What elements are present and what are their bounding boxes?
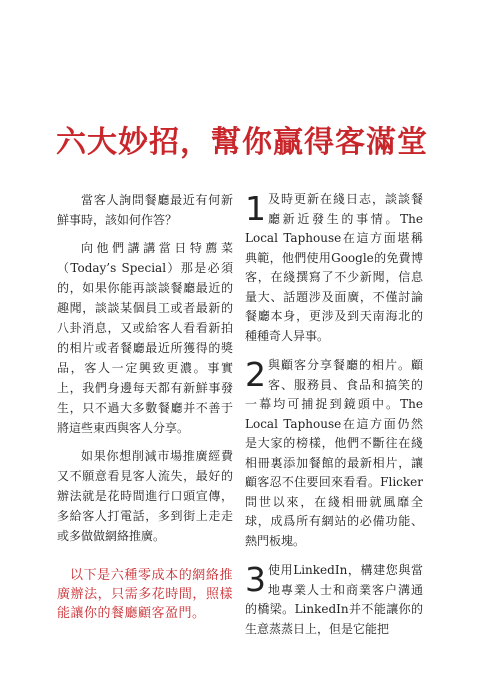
tip-item-2 bbox=[245, 356, 423, 551]
tip-text: 與顧客分享餐廳的相片。顧客、服務員、食品和搞笑的一幕均可捕捉到鏡頭中。The Local Taphouse在這方面仍然是大家的榜樣，他們不斷往在綫相冊裏添加餐館的最新相片，讓顧客忍不住要回來看看。Flicker問世以來，在綫相冊就風靡全球，成爲所有網站的必備功能、熱門板塊。 bbox=[245, 358, 423, 548]
intro-paragraph: 當客人詢問餐廳最近有何新鮮事時，該如何作答？ bbox=[57, 193, 233, 227]
tip-text: 使用LinkedIn，構建您與當地專業人士和商業客户溝通的橋梁。LinkedIn并不能讓你的生意蒸蒸日上，但是它能把 bbox=[245, 563, 423, 636]
tip-number: 3 bbox=[245, 560, 266, 599]
right-column bbox=[245, 190, 423, 649]
tip-number: 1 bbox=[245, 189, 266, 228]
tip-item-3 bbox=[245, 561, 423, 639]
left-column bbox=[57, 190, 233, 623]
tip-item-1 bbox=[245, 190, 423, 346]
tip-number: 2 bbox=[245, 355, 266, 394]
page-title: 六大妙招，幫你贏得客滿堂 bbox=[56, 125, 428, 160]
tip-text: 及時更新在綫日志，談談餐廳新近發生的事情。The Local Taphouse在這方面堪稱典範，他們使用Google的免費博客，在綫撰寫了不少新聞，信息量大、話題涉及面廣，不僅討論餐廳本身，更涉及到天南海北的種種奇人异事。 bbox=[245, 192, 423, 343]
highlight-callout: 以下是六種零成本的網絡推廣辦法，只需多花時間，照樣能讓你的餐廳顧客盈門。 bbox=[57, 568, 233, 621]
body-paragraph: 如果你想削減市場推廣經費又不願意看見客人流失，最好的辦法就是花時間進行口頭宣傳，多給客人打電話，多到街上走走或多做做網絡推廣。 bbox=[57, 449, 233, 543]
body-paragraph: 向他們講講當日特薦菜（Today’s Special）那是必須的，如果你能再談談餐廳最近的趣聞，談談某個員工或者最新的八卦消息，又或給客人看看新拍的相片或者餐廳最近所獲得的獎品，客人一定興致更濃。事實上，我們身邊每天都有新鮮事發生，只不過大多數餐廳并不善于將這些東西與客人分享。 bbox=[57, 241, 233, 435]
